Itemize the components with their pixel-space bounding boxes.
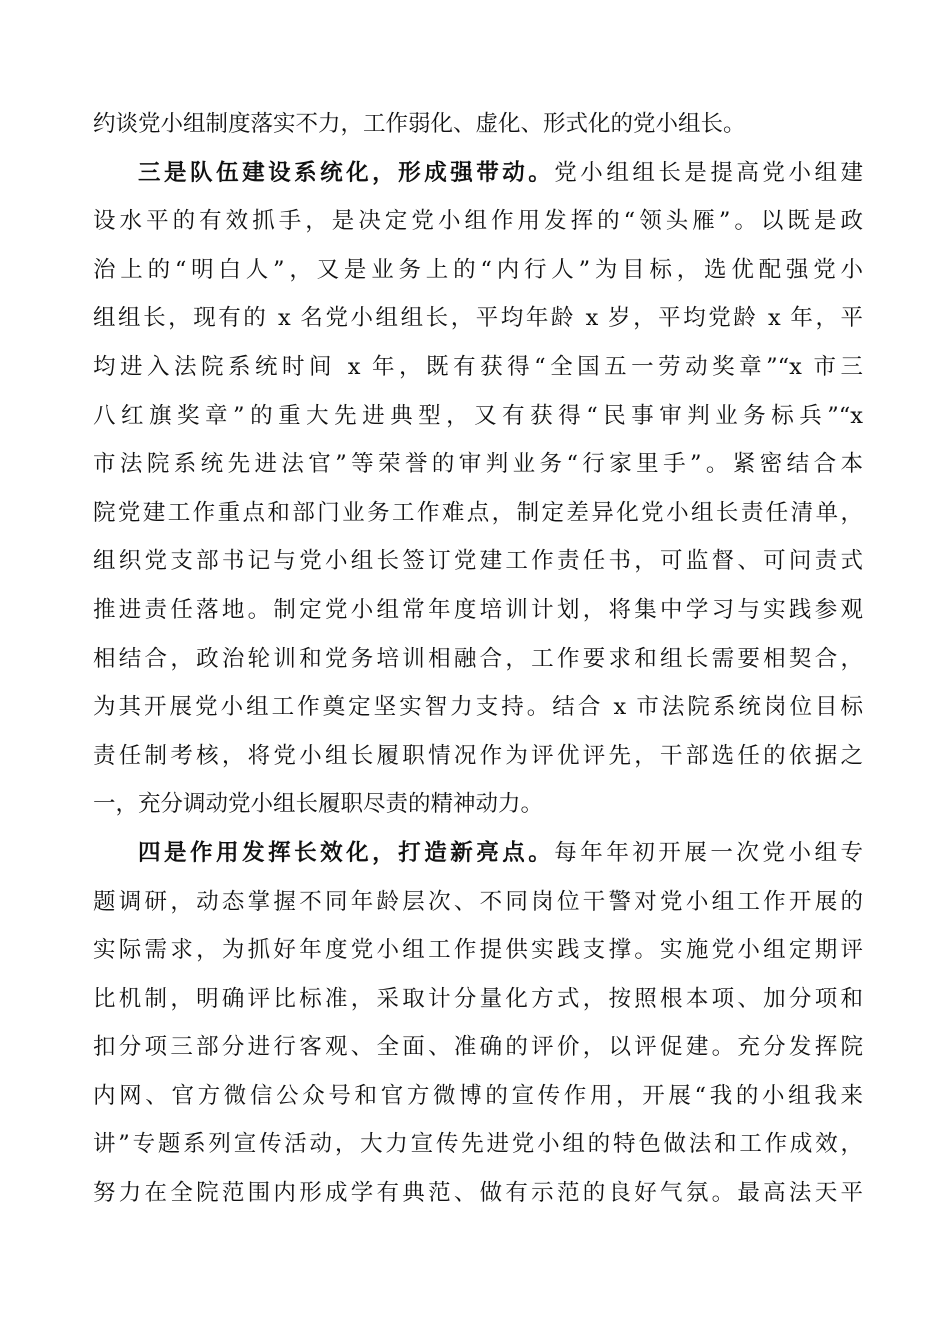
- paragraph-2-line: 市法院系统先进法官”等荣誉的审判业务“行家里手”。紧密结合本: [93, 451, 863, 478]
- paragraph-3-line: 扣分项三部分进行客观、全面、准确的评价，以评促建。充分发挥院: [93, 1034, 863, 1061]
- paragraph-3-line: 题调研，动态掌握不同年龄层次、不同岗位干警对党小组工作开展的: [93, 888, 863, 915]
- paragraph-2-line: 设水平的有效抓手，是决定党小组作用发挥的“领头雁”。以既是政: [93, 208, 863, 235]
- paragraph-2-first-line-text: 党小组组长是提高党小组建: [554, 159, 863, 186]
- paragraph-1-line: 约谈党小组制度落实不力，工作弱化、虚化、形式化的党小组长。: [93, 111, 746, 137]
- paragraph-3-heading: 四是作用发挥长效化，打造新亮点。: [138, 839, 555, 866]
- paragraph-2-line: 组织党支部书记与党小组长签订党建工作责任书，可监督、可问责式: [93, 548, 863, 575]
- paragraph-3-first-line: [93, 829, 863, 878]
- paragraph-2-first-line: [93, 149, 863, 198]
- paragraph-3-line: 努力在全院范围内形成学有典范、做有示范的良好气氛。最高法天平: [93, 1180, 863, 1207]
- paragraph-3-first-line-text: 每年年初开展一次党小组专: [554, 839, 863, 866]
- paragraph-3-line: 比机制，明确评比标准，采取计分量化方式，按照根本项、加分项和: [93, 985, 863, 1012]
- paragraph-2-line: 相结合，政治轮训和党务培训相融合，工作要求和组长需要相契合，: [93, 645, 863, 672]
- paragraph-3-line: 实际需求，为抓好年度党小组工作提供实践支撑。实施党小组定期评: [93, 937, 863, 964]
- paragraph-2-line: 一，充分调动党小组长履职尽责的精神动力。: [93, 791, 544, 818]
- paragraph-3-line: 讲”专题系列宣传活动，大力宣传先进党小组的特色做法和工作成效，: [93, 1131, 863, 1158]
- body-text: [93, 100, 863, 1218]
- paragraph-2-line: 组组长，现有的 x 名党小组组长，平均年龄 x 岁，平均党龄 x 年，平: [93, 305, 863, 332]
- paragraph-2-line: 八红旗奖章”的重大先进典型，又有获得“民事审判业务标兵”“x: [93, 402, 863, 429]
- paragraph-2-line: 治上的“明白人”，又是业务上的“内行人”为目标，选优配强党小: [93, 256, 863, 283]
- paragraph-3-line: 内网、官方微信公众号和官方微博的宣传作用，开展“我的小组我来: [93, 1082, 863, 1109]
- paragraph-2-line: 推进责任落地。制定党小组常年度培训计划，将集中学习与实践参观: [93, 596, 863, 623]
- paragraph-2-line: 院党建工作重点和部门业务工作难点，制定差异化党小组长责任清单，: [93, 499, 863, 526]
- paragraph-2-line: 责任制考核，将党小组长履职情况作为评优评先，干部选任的依据之: [93, 742, 863, 769]
- paragraph-2-line: 均进入法院系统时间 x 年，既有获得“全国五一劳动奖章”“x 市三: [93, 353, 863, 380]
- paragraph-2-line: 为其开展党小组工作奠定坚实智力支持。结合 x 市法院系统岗位目标: [93, 694, 863, 721]
- paragraph-2-heading: 三是队伍建设系统化，形成强带动。: [138, 159, 555, 186]
